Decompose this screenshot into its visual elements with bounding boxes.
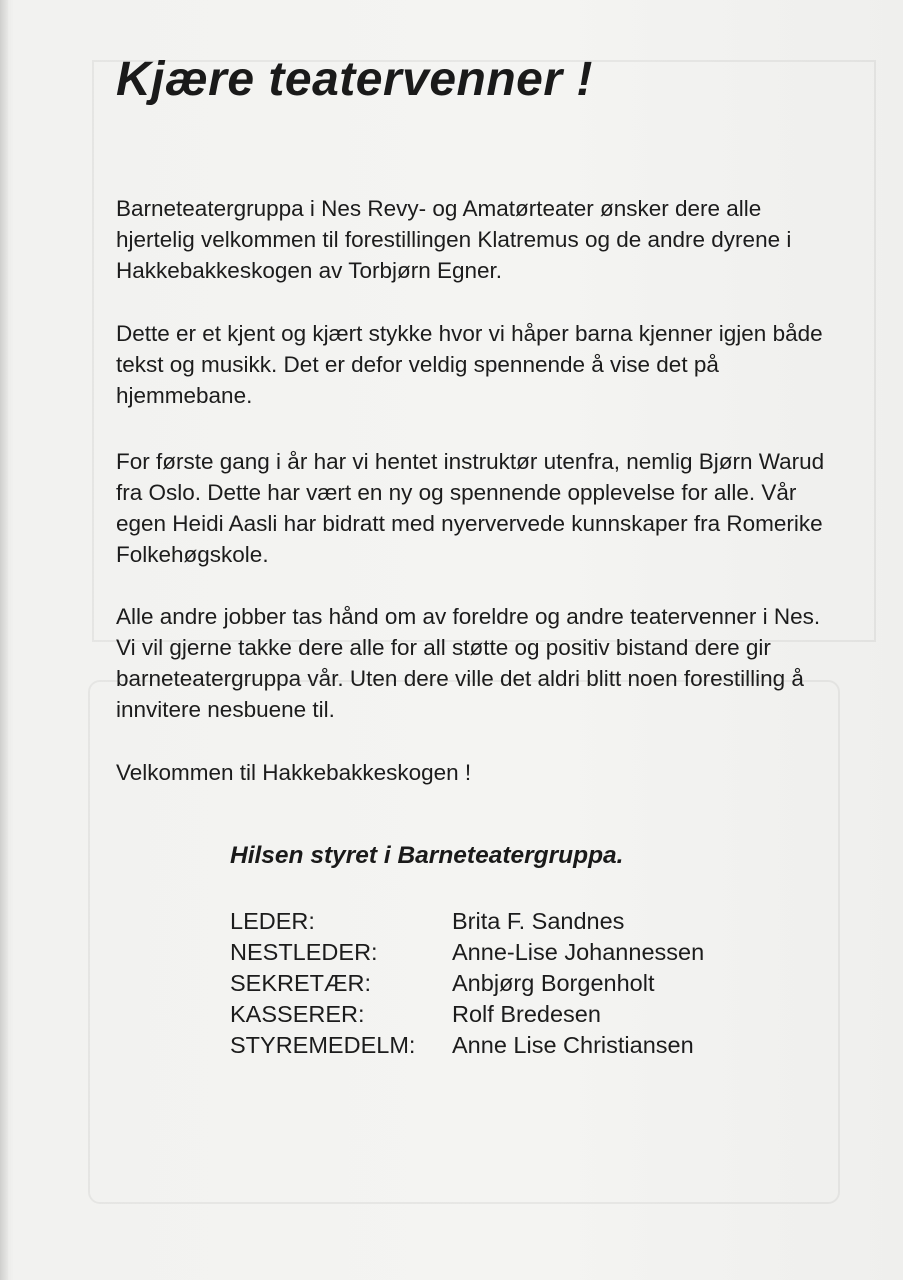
board-row [230,937,704,968]
board-row [230,968,704,999]
board-row [230,1030,704,1061]
board-role: NESTLEDER: [230,939,378,965]
signature: Hilsen styret i Barneteatergruppa. [230,842,624,869]
board-role: LEDER: [230,908,315,934]
board-member-name: Brita F. Sandnes [452,908,625,934]
page-title: Kjære teatervenner ! [116,53,593,106]
board-row [230,999,704,1030]
board-member-name: Anne-Lise Johannessen [452,939,705,965]
board-role: SEKRETÆR: [230,970,372,996]
paragraph-about-play: Dette er et kjent og kjært stykke hvor vi håper barna kjenner igjen både tekst og musikk. Det er defor veldig spennende å vise det på hjemmebane. [116,321,823,408]
board-role: STYREMEDELM: [230,1032,416,1058]
board-row [230,906,704,937]
board-member-name: Anbjørg Borgenholt [452,970,655,996]
paragraph-instructor: For første gang i år har vi hentet instruktør utenfra, nemlig Bjørn Warud fra Oslo. Dette har vært en ny og spennende opplevelse for alle. Vår egen Heidi Aasli har bidratt med nyervervede kunnskaper fra Romerike Folkehøgskole. [116,449,825,567]
paragraph-thanks: Alle andre jobber tas hånd om av foreldre og andre teatervenner i Nes. Vi vil gjerne takke dere alle for all støtte og positiv bistand dere gir barneteatergruppa vår. Uten dere ville det aldri blitt noen forestilling å innvitere nesbuene til. [116,604,821,722]
paragraph-welcome: Barneteatergruppa i Nes Revy- og Amatørteater ønsker dere alle hjertelig velkommen til forestillingen Klatremus og de andre dyrene i Hakkebakkeskogen av Torbjørn Egner. [116,196,792,283]
board-member-name: Anne Lise Christiansen [452,1032,694,1058]
board-list [230,906,704,1061]
board-role: KASSERER: [230,1001,365,1027]
board-member-name: Rolf Bredesen [452,1001,601,1027]
paragraph-closing: Velkommen til Hakkebakkeskogen ! [116,760,472,785]
page-spine-shadow [0,0,8,1280]
